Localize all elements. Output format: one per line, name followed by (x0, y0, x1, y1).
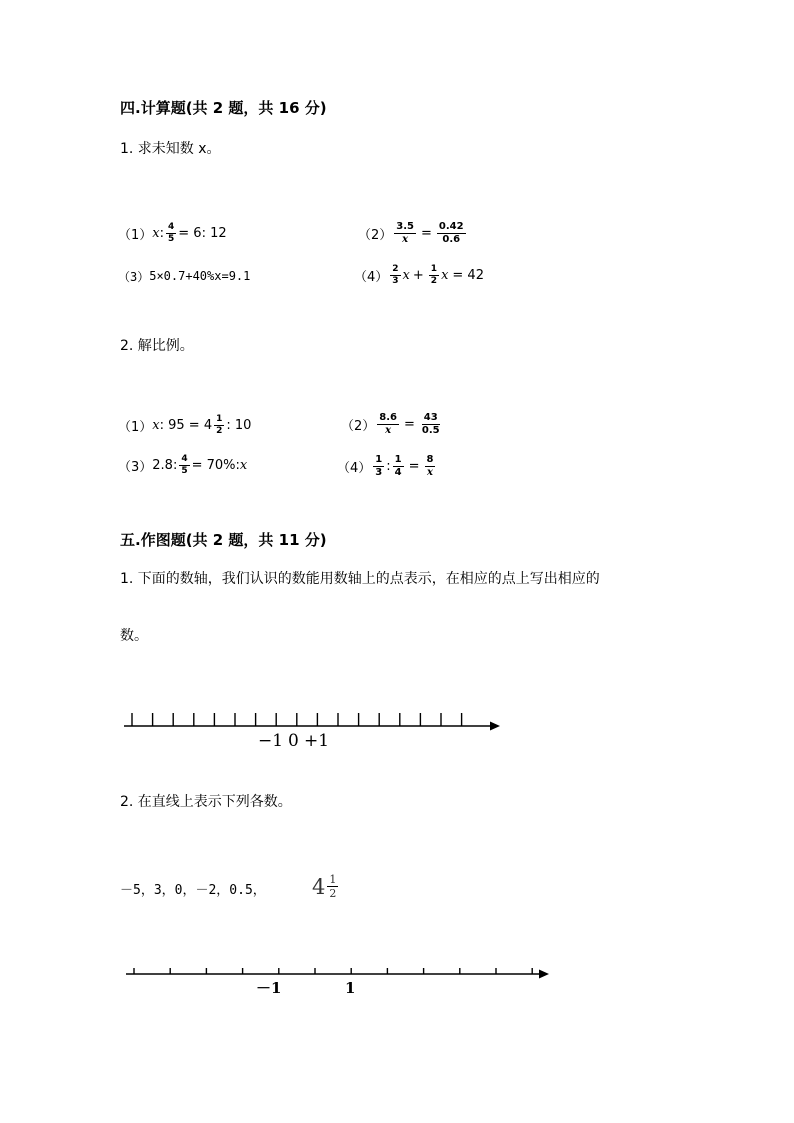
fraction-1 (390, 265, 400, 286)
number-line-1 (0, 700, 794, 755)
q1-prompt: 1. 求未知数 x。 (120, 141, 221, 157)
s5-q1-prompt-line2: 数。 (120, 628, 148, 644)
numerator: 8.6 (379, 411, 397, 423)
fraction (214, 415, 224, 436)
item-label: （3） (118, 459, 153, 475)
fraction (179, 455, 189, 476)
fraction-right (420, 413, 442, 436)
variable-x: x (152, 225, 160, 241)
arrow-head (539, 970, 549, 979)
q2-prompt: 2. 解比例。 (120, 338, 194, 354)
variable-x: x (239, 457, 248, 473)
denominator: 3 (392, 275, 399, 286)
q1-item-3 (118, 264, 250, 288)
fraction (166, 223, 176, 244)
variable-x: x (441, 267, 449, 283)
colon: : (159, 225, 165, 241)
fraction-1 (373, 455, 384, 478)
q2-item-2 (341, 407, 444, 441)
tick-group (132, 713, 462, 726)
fraction-left (377, 413, 399, 436)
numerator: 1 (216, 413, 223, 424)
q1-item-1 (118, 219, 227, 247)
equation-rest: : 10 (226, 417, 252, 433)
s5-q1-prompt-line1: 1. 下面的数轴，我们认识的数能用数轴上的点表示，在相应的点上写出相应的 (120, 571, 600, 587)
axis-label-minus-one: −1 (258, 731, 284, 751)
denominator: 0.5 (421, 424, 440, 436)
denominator: x (385, 424, 392, 436)
mixed-fraction (327, 874, 338, 899)
equals: = (404, 416, 415, 432)
denominator: x (427, 466, 433, 478)
fraction-3 (425, 455, 436, 478)
plus: + (412, 267, 424, 283)
fraction-left (394, 222, 416, 245)
equation-rest: = 6: 12 (178, 225, 227, 241)
variable-x: x (152, 417, 160, 433)
denominator: 5 (181, 465, 188, 476)
item-label: （4） (354, 269, 389, 285)
denominator: 0.6 (442, 233, 461, 245)
variable-x: x (402, 267, 410, 283)
mixed-number (312, 874, 340, 899)
equals: = (408, 458, 420, 474)
s5-q2-prompt: 2. 在直线上表示下列各数。 (120, 794, 292, 810)
item-label: （2） (341, 418, 376, 434)
equation: 5×0.7+40%x=9.1 (149, 269, 251, 283)
number-line-2 (0, 955, 794, 1000)
numerator: 4 (168, 221, 175, 232)
item-label: （1） (118, 227, 153, 243)
numerator: 4 (181, 453, 188, 464)
numerator: 3.5 (396, 220, 414, 232)
denominator: 4 (394, 466, 402, 478)
equation-rest: = 70%: (191, 457, 240, 473)
axis-label-minus-one: －1 (256, 979, 282, 997)
q1-item-2 (358, 216, 468, 250)
q2-item-1 (118, 411, 251, 439)
denominator: 2 (430, 275, 438, 286)
item-label: （4） (337, 460, 372, 476)
numerator: 8 (426, 453, 434, 465)
arrow-head (490, 722, 500, 731)
item-label: （1） (118, 419, 153, 435)
denominator: 5 (168, 233, 175, 244)
equation-middle: : 95 = 4 (159, 417, 213, 433)
numerator: 0.42 (438, 220, 464, 232)
section4-title: 四.计算题(共 2 题，共 16 分) (120, 99, 327, 117)
item-label: （2） (358, 227, 393, 243)
tick-group (134, 968, 532, 974)
fraction-2 (393, 455, 404, 478)
colon: : (386, 458, 391, 474)
mixed-whole: 4 (312, 874, 326, 899)
numerator: 1 (430, 263, 438, 274)
denominator: 2 (329, 887, 337, 900)
item-label: （3） (118, 269, 150, 284)
numerator: 43 (423, 411, 438, 423)
q2-item-3 (118, 451, 247, 479)
q2-item-4 (337, 449, 437, 483)
section5-title: 五.作图题(共 2 题，共 11 分) (120, 531, 327, 549)
equation-rest: = 42 (452, 267, 484, 283)
axis-label-plus-one: +1 (304, 731, 330, 751)
denominator: 2 (216, 425, 223, 436)
equals: = (421, 225, 432, 241)
numerator: 1 (394, 453, 402, 465)
axis-label-one: 1 (345, 979, 356, 997)
fraction-right (437, 222, 466, 245)
numerator: 2 (392, 263, 399, 274)
numbers-list: －5，3，0，－2，0.5， (120, 883, 266, 898)
denominator: x (402, 233, 409, 245)
fraction-2 (429, 265, 439, 286)
q1-item-4 (354, 261, 484, 289)
denominator: 3 (375, 466, 383, 478)
numerator: 1 (375, 453, 383, 465)
numerator: 1 (329, 873, 337, 886)
axis-label-zero: 0 (288, 731, 299, 751)
equation-start: 2.8: (152, 457, 178, 473)
